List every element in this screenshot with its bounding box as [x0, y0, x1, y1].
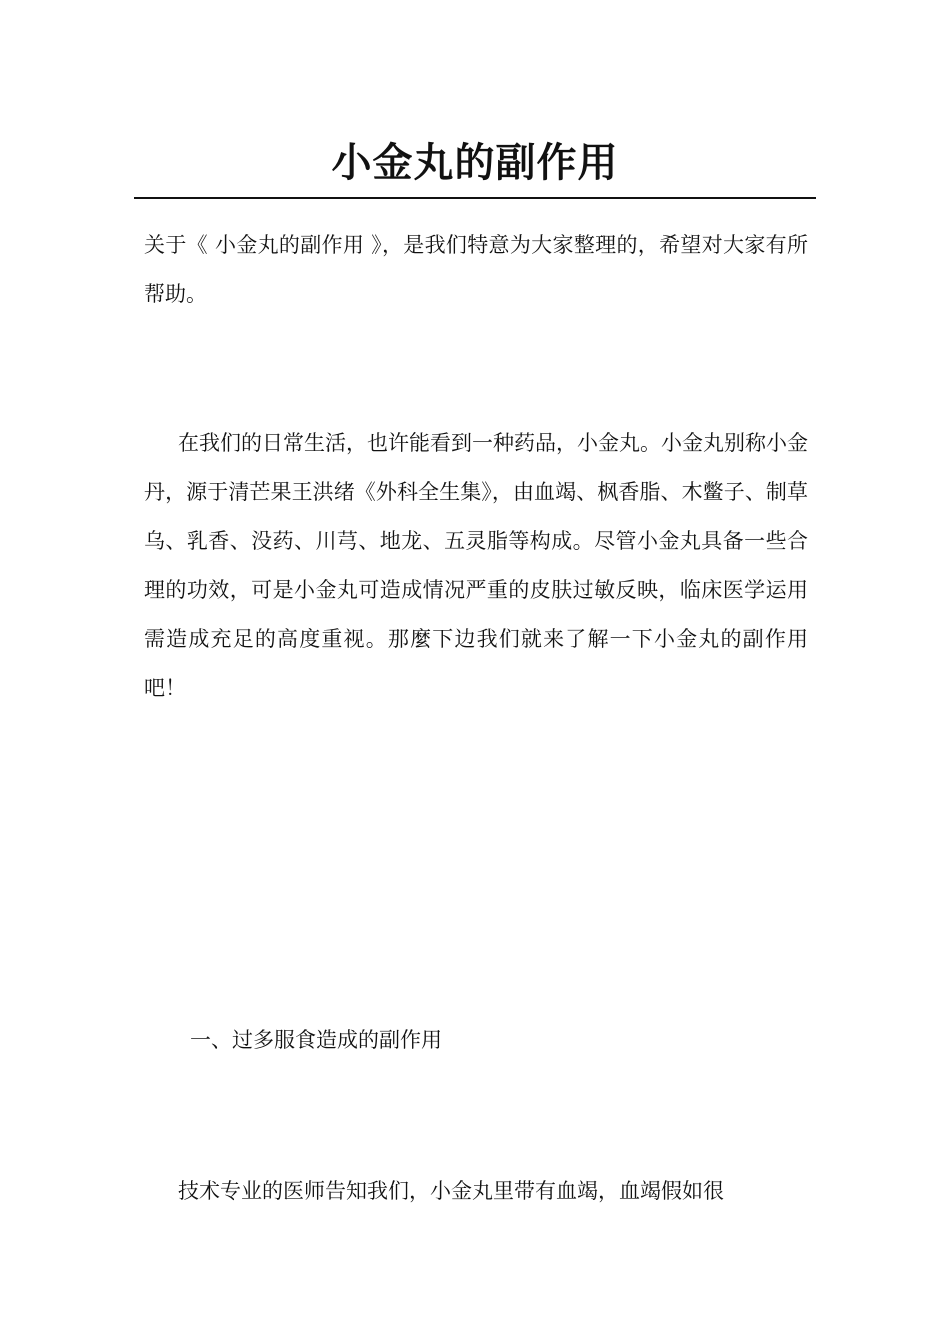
title-divider: [134, 197, 816, 199]
body-paragraph-1: 在我们的日常生活，也许能看到一种药品，小金丸。小金丸别称小金丹，源于清芒果王洪绪《外科全生集》，由血竭、枫香脂、木鳖子、制草乌、乳香、没药、川芎、地龙、五灵脂等构成。尽管小金丸具备一些合理的功效，可是小金丸可造成情况严重的皮肤过敏反映，临床医学运用需造成充足的高度重视。那麼下边我们就来了解一下小金丸的副作用吧！: [144, 431, 808, 700]
section-heading-1: 一、过多服食造成的副作用: [190, 1028, 442, 1052]
document-title: 小金丸的副作用: [331, 138, 619, 186]
body-paragraph-2: 技术专业的医师告知我们，小金丸里带有血竭，血竭假如很: [178, 1179, 724, 1203]
intro-paragraph: 关于《 小金丸的副作用 》，是我们特意为大家整理的，希望对大家有所帮助。: [144, 233, 808, 306]
